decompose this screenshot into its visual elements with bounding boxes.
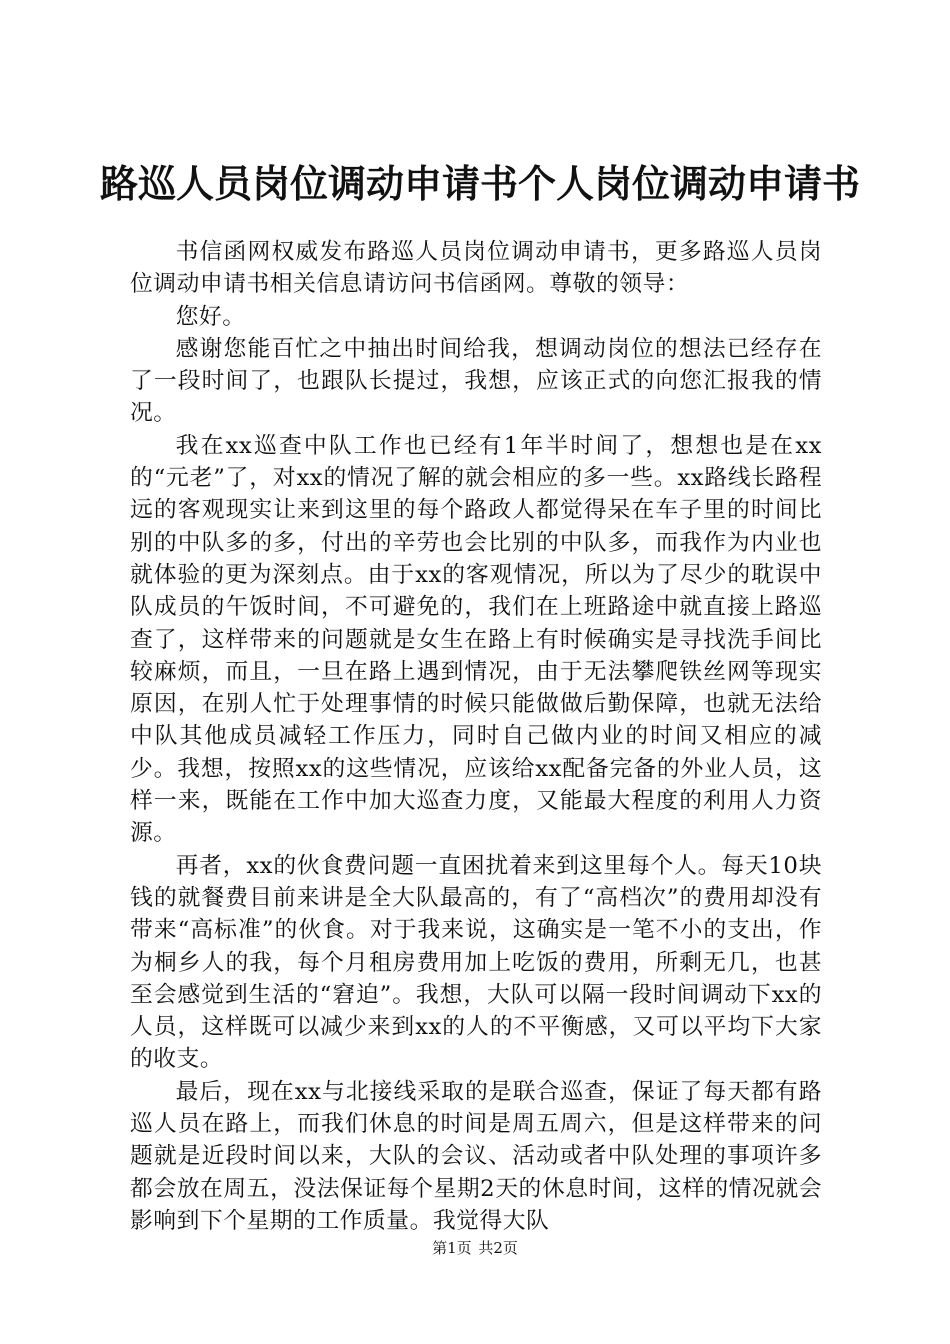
page-number: 第1页 (432, 1239, 472, 1257)
paragraph-situation: 我在xx巡查中队工作也已经有1年半时间了，想想也是在xx的“元老”了，对xx的情况了解的就会相应的多一些。xx路线长路程远的客观现实让来到这里的每个路政人都觉得呆在车子里的时间比别的中队多的多，付出的辛劳也会比别的中队多，而我作为内业也就体验的更为深刻点。由于xx的客观情况，所以为了尽少的耽误中队成员的午饭时间，不可避免的，我们在上班路途中就直接上路巡查了，这样带来的问题就是女生在路上有时候确实是寻找洗手间比较麻烦，而且，一旦在路上遇到情况，由于无法攀爬铁丝网等现实原因，在别人忙于处理事情的时候只能做做后勤保障，也就无法给中队其他成员减轻工作压力，同时自己做内业的时间又相应的减少。我想，按照xx的这些情况，应该给xx配备完备的外业人员，这样一来，既能在工作中加大巡查力度，又能最大程度的利用人力资源。 (130, 432, 822, 847)
paragraph-thanks: 感谢您能百忙之中抽出时间给我，想调动岗位的想法已经存在了一段时间了，也跟队长提过，我想，应该正式的向您汇报我的情况。 (130, 335, 822, 427)
document-body (130, 236, 822, 1237)
paragraph-greeting: 您好。 (175, 303, 246, 330)
paragraph-meal-cost: 再者，xx的伙食费问题一直困扰着来到这里每个人。每天10块钱的就餐费目前来讲是全大队最高的，有了“高档次”的费用却没有带来“高标准”的伙食。对于我来说，这确实是一笔不小的支出，作为桐乡人的我，每个月租房费用加上吃饭的费用，所剩无几，也甚至会感觉到生活的“窘迫”。我想，大队可以隔一段时间调动下xx的人员，这样既可以减少来到xx的人的不平衡感，又可以平均下大家的收支。 (130, 852, 822, 1073)
paragraph-rest-time: 最后，现在xx与北接线采取的是联合巡查，保证了每天都有路巡人员在路上，而我们休息的时间是周五周六，但是这样带来的问题就是近段时间以来，大队的会议、活动或者中队处理的事项许多都会放在周五，没法保证每个星期2天的休息时间，这样的情况就会影响到下个星期的工作质量。我觉得大队 (130, 1078, 822, 1234)
page-total: 共2页 (478, 1239, 518, 1257)
page-footer (0, 1238, 950, 1258)
paragraph-intro: 书信函网权威发布路巡人员岗位调动申请书，更多路巡人员岗位调动申请书相关信息请访问书信函网。尊敬的领导： (130, 239, 822, 298)
document-title: 路巡人员岗位调动申请书个人岗位调动申请书 (100, 161, 861, 206)
